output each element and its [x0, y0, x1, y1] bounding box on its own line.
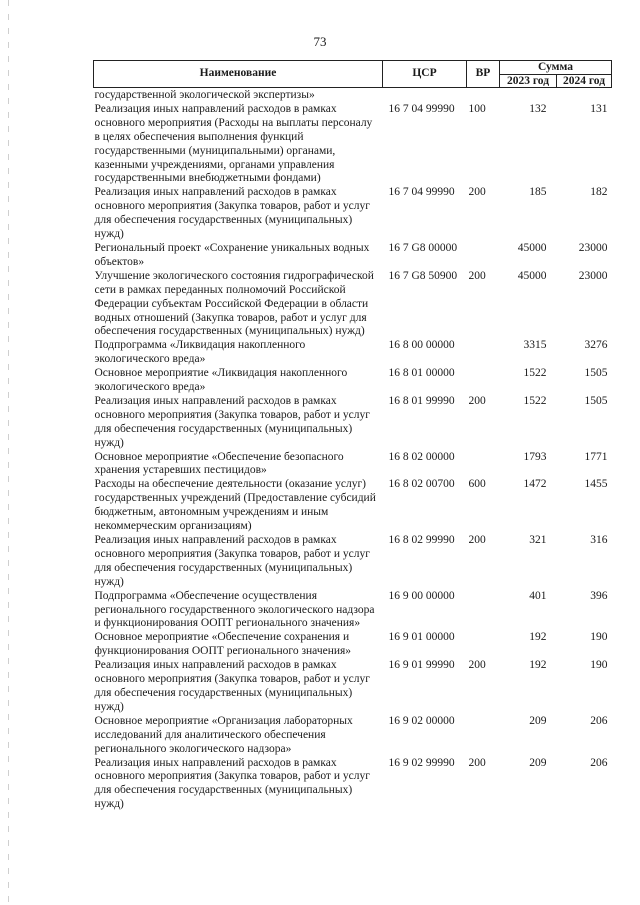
row-csr-code: 16 7 04 99990	[388, 186, 455, 199]
row-sum-2023: 209	[529, 756, 547, 769]
row-sum-2024: 1505	[584, 394, 608, 407]
row-csr-code	[383, 88, 467, 103]
table-row	[94, 715, 612, 757]
row-vr-code: 200	[468, 756, 486, 769]
row-csr-code: 16 9 01 99990	[388, 659, 455, 672]
row-vr-code	[467, 715, 500, 757]
row-vr-code	[467, 631, 500, 659]
row-sum-2023: 3315	[523, 339, 547, 352]
table-row	[94, 659, 612, 715]
row-sum-2024: 206	[590, 714, 608, 727]
table-row	[94, 478, 612, 534]
row-sum-2024: 3276	[584, 339, 608, 352]
budget-table	[93, 60, 612, 812]
table-row	[94, 534, 612, 590]
row-sum-2024: 131	[590, 102, 608, 115]
table-row	[94, 395, 612, 451]
row-sum-2023: 1472	[523, 478, 547, 491]
row-csr-code: 16 7 04 99990	[388, 102, 455, 115]
row-vr-code	[467, 242, 500, 270]
header-vr: ВР	[467, 61, 500, 88]
row-name: Расходы на обеспечение деятельности (оказание услуг) государственных учреждений (Предоставление субсидий бюджетным, автономным учреждениям и иным некоммерческим организациям)	[94, 478, 376, 533]
table-header	[94, 61, 612, 88]
table-row	[94, 186, 612, 242]
row-sum-2024: 1771	[584, 450, 608, 463]
table-row	[94, 88, 612, 103]
row-csr-code: 16 8 01 99990	[388, 394, 455, 407]
row-sum-2023: 321	[529, 534, 547, 546]
row-sum-2023: 132	[529, 102, 547, 115]
header-year-2023: 2023 год	[500, 74, 557, 88]
row-csr-code: 16 8 01 00000	[388, 367, 455, 380]
row-name: Реализация иных направлений расходов в рамках основного мероприятия (Расходы на выплаты персоналу в целях обеспечения выполнения функций государственными (муниципальными) органами, казенными учреждениями, органами управления государственными внебюджетными фондами)	[94, 102, 373, 185]
row-name: государственной экологической экспертизы»	[94, 89, 315, 101]
row-sum-2023	[500, 88, 557, 103]
row-vr-code	[467, 339, 500, 367]
table-row	[94, 270, 612, 340]
row-name: Подпрограмма «Ликвидация накопленного экологического вреда»	[94, 339, 306, 366]
row-csr-code: 16 8 02 00000	[388, 450, 455, 463]
table-row	[94, 103, 612, 186]
row-sum-2023: 192	[529, 631, 547, 644]
row-vr-code: 200	[468, 186, 486, 199]
row-csr-code: 16 9 02 00000	[388, 714, 455, 727]
row-csr-code: 16 8 00 00000	[388, 339, 455, 352]
row-sum-2024: 316	[590, 534, 608, 546]
row-name: Реализация иных направлений расходов в рамках основного мероприятия (Закупка товаров, работ и услуг для обеспечения государственных (муниципальных) нужд)	[94, 534, 370, 588]
table-body	[94, 88, 612, 813]
row-sum-2024: 23000	[578, 241, 608, 254]
row-sum-2023: 1793	[523, 450, 547, 463]
table-row	[94, 367, 612, 395]
table-row	[94, 339, 612, 367]
table-row	[94, 590, 612, 632]
row-sum-2024: 206	[590, 756, 608, 769]
header-sum: Сумма	[500, 61, 612, 75]
row-name: Улучшение экологического состояния гидрографической сети в рамках переданных полномочий Российской Федерации субъектам Российской Федерации в области водных отношений (Закупка товаров, работ и услуг для обеспечения государственных (муниципальных) нужд)	[94, 269, 374, 338]
row-sum-2024: 1505	[584, 367, 608, 380]
row-csr-code: 16 7 G8 00000	[388, 241, 458, 254]
row-csr-code: 16 8 02 99990	[388, 534, 455, 546]
row-sum-2023: 209	[529, 714, 547, 727]
row-sum-2024	[557, 88, 612, 103]
header-csr: ЦСР	[383, 61, 467, 88]
row-sum-2023: 45000	[517, 269, 547, 282]
row-vr-code: 600	[468, 478, 486, 491]
row-sum-2023: 45000	[517, 241, 547, 254]
row-csr-code: 16 7 G8 50900	[388, 269, 458, 282]
row-name: Реализация иных направлений расходов в рамках основного мероприятия (Закупка товаров, работ и услуг для обеспечения государственных (муниципальных) нужд)	[94, 659, 370, 713]
row-sum-2023: 1522	[523, 394, 547, 407]
row-csr-code: 16 9 01 00000	[388, 631, 455, 644]
row-vr-code	[467, 590, 500, 632]
row-csr-code: 16 9 00 00000	[388, 589, 455, 602]
row-vr-code	[467, 451, 500, 479]
row-name: Основное мероприятие «Обеспечение сохранения и функционирования ООПТ регионального значения»	[94, 631, 352, 658]
row-vr-code: 100	[468, 102, 486, 115]
row-name: Реализация иных направлений расходов в рамках основного мероприятия (Закупка товаров, работ и услуг для обеспечения государственных (муниципальных) нужд)	[94, 756, 370, 811]
row-name: Основное мероприятие «Организация лабораторных исследований для аналитического обеспечения регионального экологического надзора»	[94, 714, 353, 755]
row-vr-code: 200	[468, 659, 486, 672]
row-sum-2024: 396	[590, 589, 608, 602]
row-name: Реализация иных направлений расходов в рамках основного мероприятия (Закупка товаров, работ и услуг для обеспечения государственных (муниципальных) нужд)	[94, 186, 370, 241]
row-csr-code: 16 8 02 00700	[388, 478, 455, 491]
row-sum-2023: 401	[529, 589, 547, 602]
row-sum-2024: 1455	[584, 478, 608, 491]
row-name: Основное мероприятие «Обеспечение безопасного хранения устаревших пестицидов»	[94, 450, 344, 477]
row-sum-2023: 185	[529, 186, 547, 199]
row-sum-2024: 182	[590, 186, 608, 199]
table-row	[94, 757, 612, 813]
row-sum-2023: 192	[529, 659, 547, 672]
row-csr-code: 16 9 02 99990	[388, 756, 455, 769]
row-vr-code: 200	[468, 269, 486, 282]
row-name: Региональный проект «Сохранение уникальных водных объектов»	[94, 241, 370, 268]
row-sum-2023: 1522	[523, 367, 547, 380]
row-sum-2024: 190	[590, 631, 608, 644]
row-vr-code	[467, 367, 500, 395]
row-name: Реализация иных направлений расходов в рамках основного мероприятия (Закупка товаров, работ и услуг для обеспечения государственных (муниципальных) нужд)	[94, 394, 370, 449]
row-vr-code	[467, 88, 500, 103]
row-sum-2024: 23000	[578, 269, 608, 282]
row-vr-code: 200	[468, 394, 486, 407]
table-row	[94, 242, 612, 270]
table-row	[94, 631, 612, 659]
table-row	[94, 451, 612, 479]
row-name: Подпрограмма «Обеспечение осуществления регионального государственного экологического надзора и функционирования ООПТ регионального значения»	[94, 589, 375, 630]
row-sum-2024: 190	[590, 659, 608, 672]
page-number: 73	[313, 34, 327, 49]
header-name: Наименование	[94, 61, 383, 88]
row-name: Основное мероприятие «Ликвидация накопленного экологического вреда»	[94, 367, 348, 394]
scan-edge	[8, 0, 9, 905]
header-year-2024: 2024 год	[557, 74, 612, 88]
row-vr-code: 200	[468, 534, 486, 546]
